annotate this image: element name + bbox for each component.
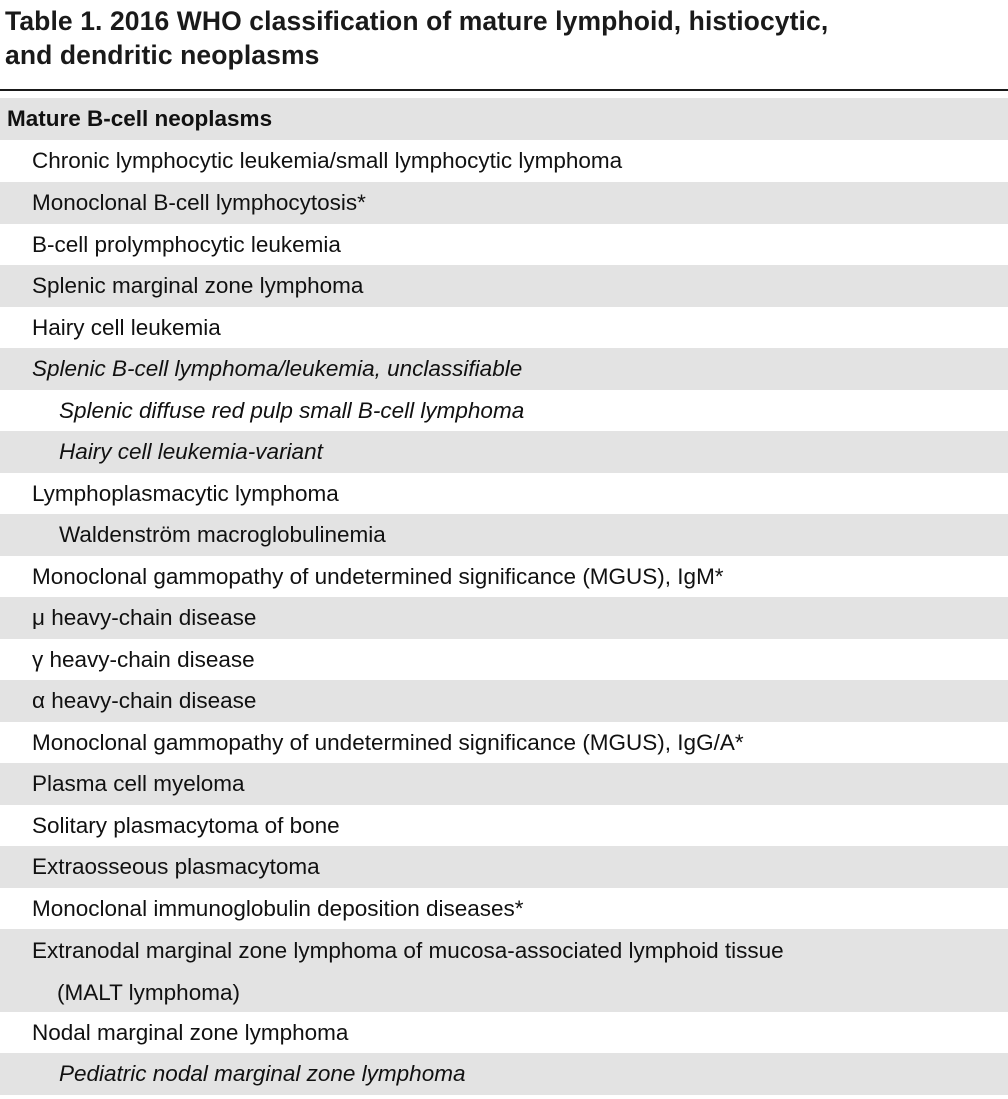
table-row: Splenic B-cell lymphoma/leukemia, unclassifiable [0,348,1008,390]
table-row: Monoclonal immunoglobulin deposition diseases* [32,895,524,921]
table-row: Waldenström macroglobulinemia [0,514,1008,556]
table-title-line-1: Table 1. 2016 WHO classification of mature lymphoid, histiocytic, [5,6,829,36]
table-title-line-2: and dendritic neoplasms [5,40,320,70]
table-row: Plasma cell myeloma [0,763,1008,805]
table-row: Hairy cell leukemia [32,314,221,340]
table-row: Monoclonal gammopathy of undetermined significance (MGUS), IgG/A* [32,729,744,755]
title-rule [0,89,1008,91]
table-row: Solitary plasmacytoma of bone [32,812,340,838]
table-row: Splenic marginal zone lymphoma [0,265,1008,307]
table-row: γ heavy-chain disease [32,646,255,672]
classification-table [0,98,1008,1095]
table-row: Chronic lymphocytic leukemia/small lymphocytic lymphoma [32,148,623,173]
table-row: μ heavy-chain disease [0,597,1008,639]
table-row: Splenic diffuse red pulp small B-cell lymphoma [59,397,525,423]
table-row: Extraosseous plasmacytoma [0,846,1008,888]
table-row: Monoclonal B-cell lymphocytosis* [0,182,1008,224]
table-row: Hairy cell leukemia-variant [0,431,1008,473]
table-row: Lymphoplasmacytic lymphoma [32,480,339,506]
table-title [5,4,1005,72]
table-row: B-cell prolymphocytic leukemia [32,231,341,257]
table-row: Nodal marginal zone lymphoma [32,1019,349,1045]
section-header-mature-b-cell: Mature B-cell neoplasms [0,98,1008,140]
table-row: α heavy-chain disease [0,680,1008,722]
table-row: Monoclonal gammopathy of undetermined significance (MGUS), IgM* [32,563,724,589]
table-row: Extranodal marginal zone lymphoma of mucosa-associated lymphoid tissue (MALT lymphoma) [0,929,1008,1012]
table-row: Pediatric nodal marginal zone lymphoma [0,1053,1008,1095]
